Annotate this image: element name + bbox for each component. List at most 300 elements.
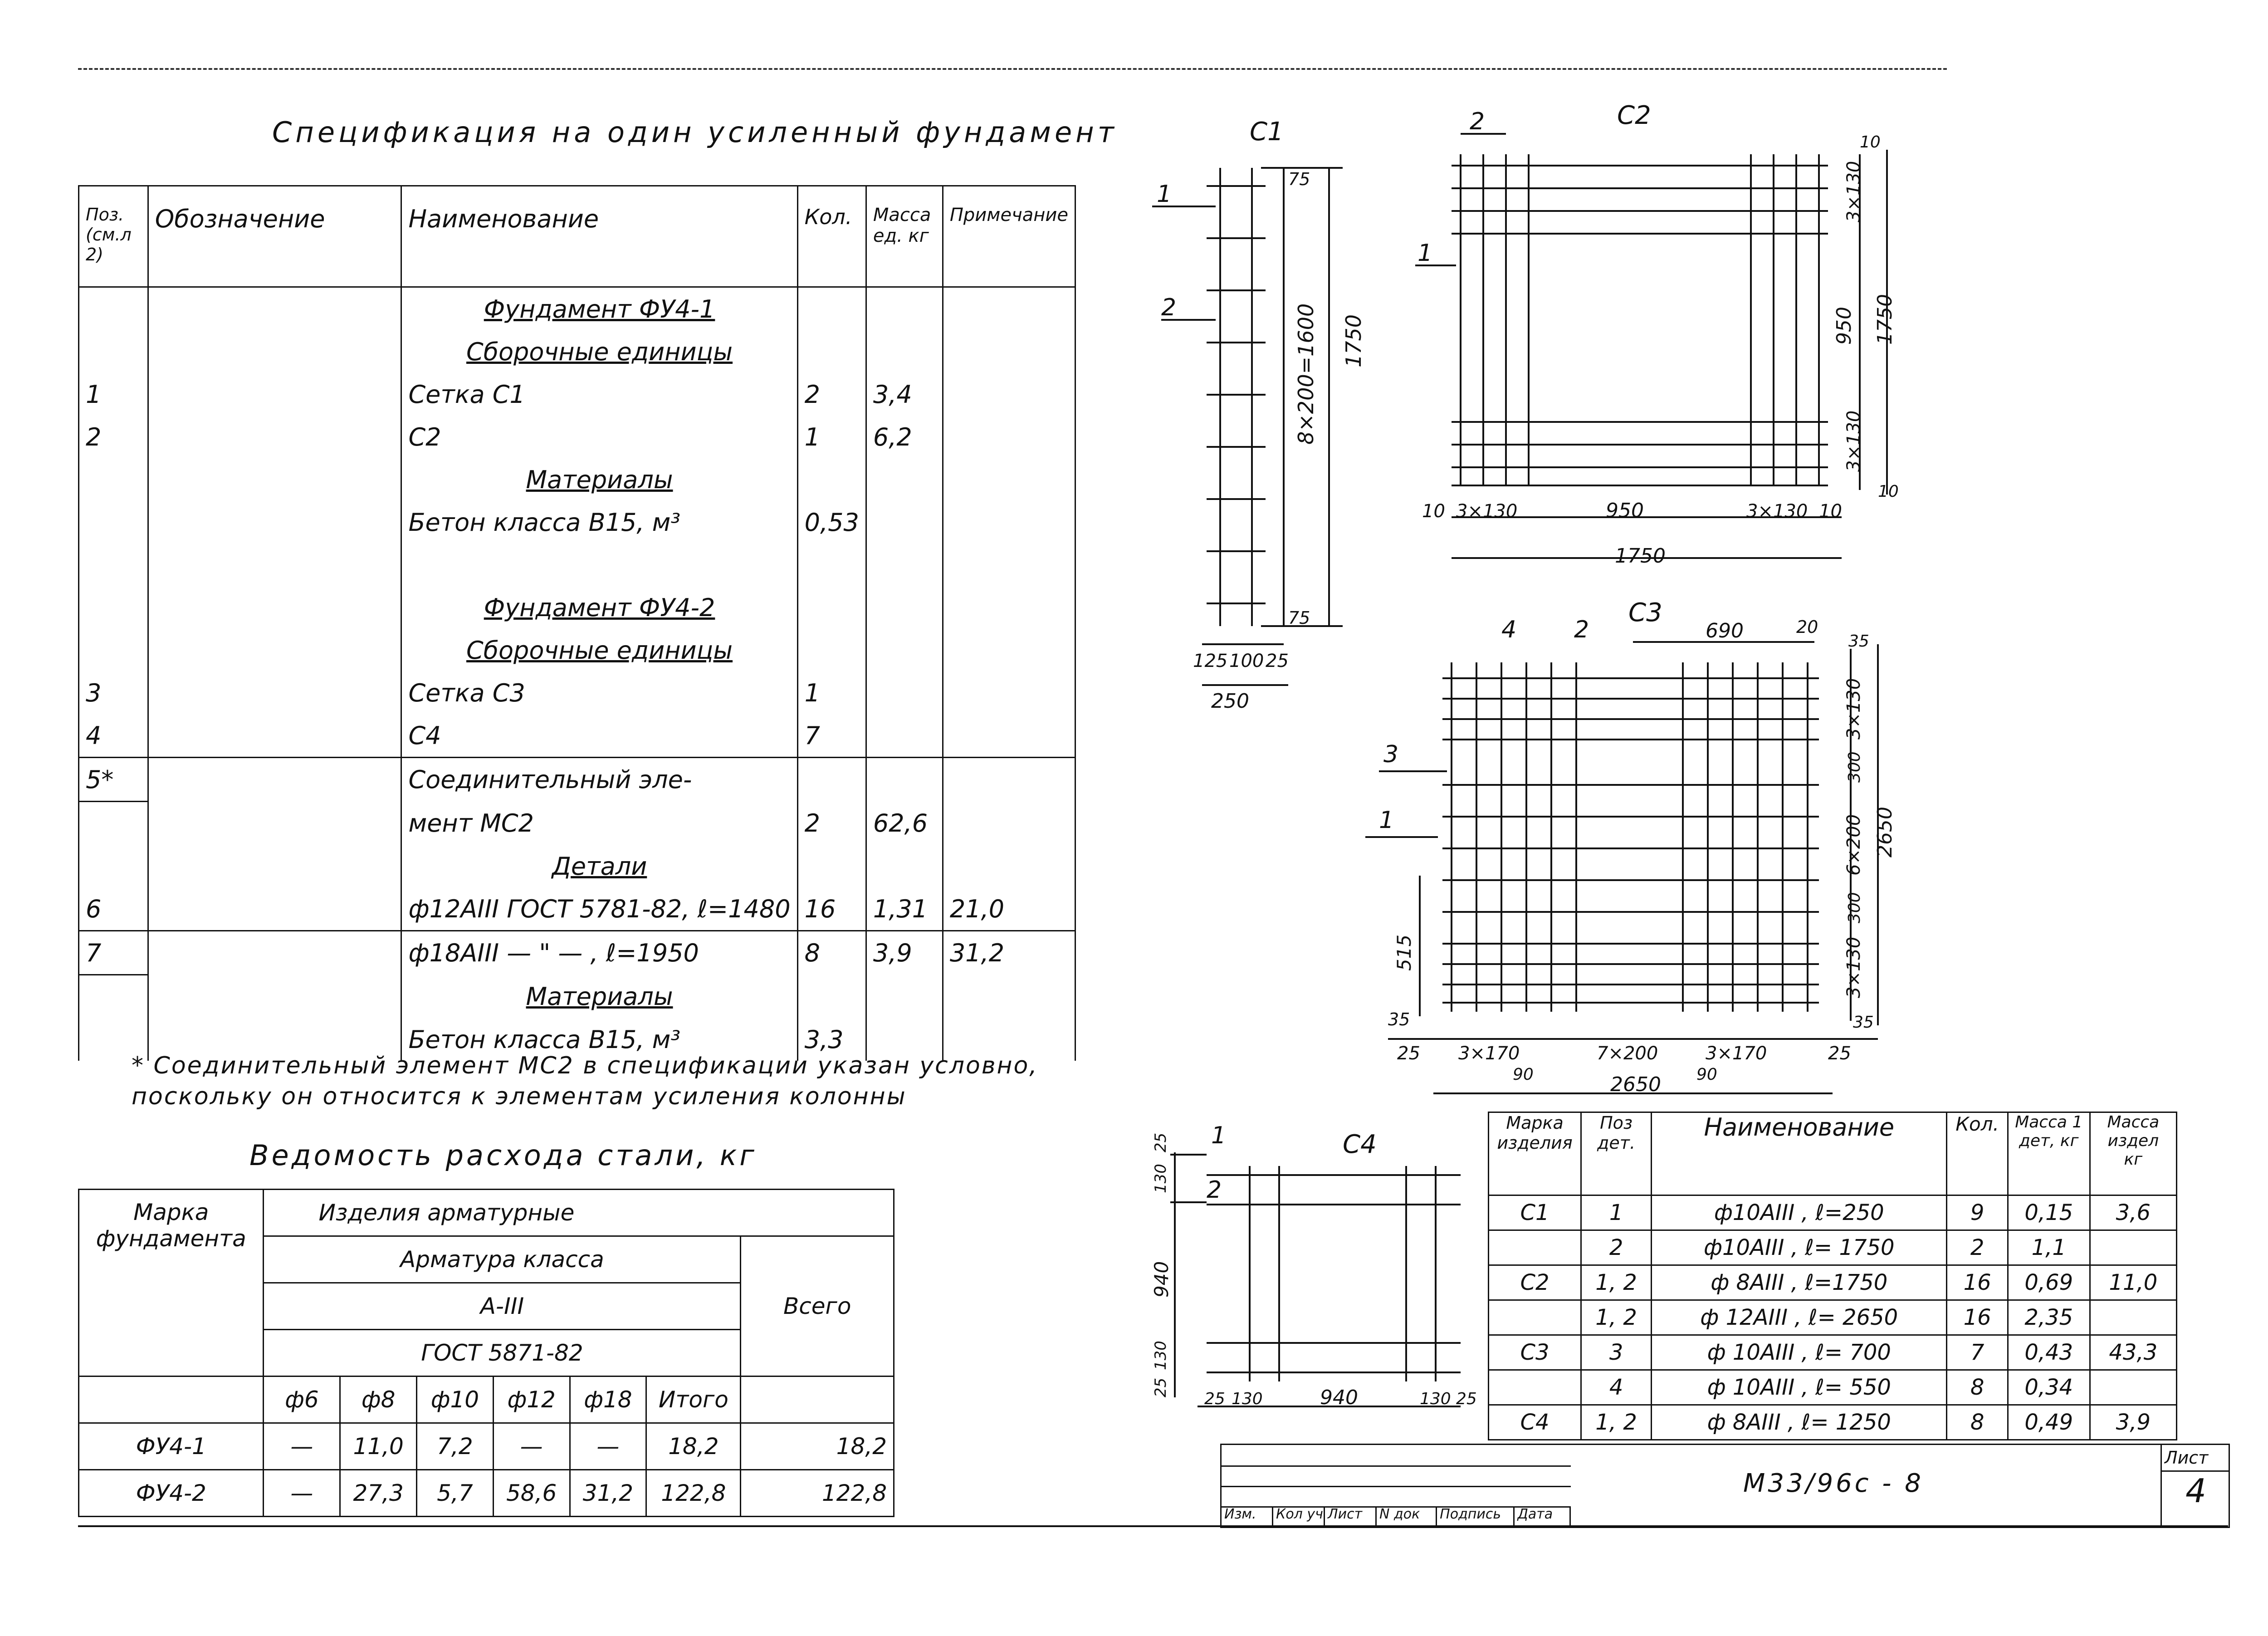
spec-cell-mass: 3,4 — [866, 373, 943, 416]
parts-cell-pos: 1, 2 — [1581, 1300, 1652, 1335]
c1-dim-height: 1750 — [1341, 314, 1366, 367]
spec-header-pos: Поз. (см.л 2) — [79, 186, 148, 287]
c4-dim-25-right: 25 — [1456, 1390, 1477, 1408]
c3-marker-4: 4 — [1501, 616, 1517, 643]
parts-cell-mark — [1489, 1370, 1581, 1405]
parts-cell-pos: 1, 2 — [1581, 1405, 1652, 1440]
parts-cell-mass1: 0,69 — [2008, 1265, 2090, 1300]
c1-dim-pitch: 8×200=1600 — [1294, 303, 1318, 445]
stamp-col-ndok: N док — [1377, 1506, 1437, 1527]
c3-dim-7x200: 7×200 — [1597, 1043, 1658, 1064]
steel-header-aiii: А-III — [264, 1283, 741, 1330]
spec-cell-name: Бетон класса В15, м³ — [401, 501, 797, 544]
spec-cell-designation — [148, 802, 401, 845]
parts-cell-mass2: 3,6 — [2090, 1195, 2176, 1230]
spec-row — [79, 330, 1075, 373]
spec-cell-qty: 8 — [797, 931, 866, 975]
parts-header-row — [1489, 1112, 2177, 1195]
spec-cell-pos — [79, 975, 148, 1019]
spec-cell-qty — [797, 458, 866, 501]
stamp-sheet-box — [2160, 1445, 2230, 1527]
c3-dim-2650-v: 2650 — [1873, 807, 1897, 857]
c3-dim-3x130-bottom: 3×130 — [1843, 936, 1864, 998]
c2-dim-10-left: 10 — [1422, 501, 1445, 522]
c1-dim-top: 75 — [1288, 169, 1310, 189]
spec-cell-qty — [797, 629, 866, 671]
spec-row — [79, 802, 1075, 845]
spec-cell-mass — [866, 975, 943, 1019]
spec-cell-name: Сетка С1 — [401, 373, 797, 416]
spec-cell-name: Сборочные единицы — [401, 629, 797, 671]
steel-row — [79, 1423, 894, 1470]
spec-header-designation: Обозначение — [148, 186, 401, 287]
steel-cell-total: 18,2 — [741, 1423, 894, 1470]
c4-dim-25-left: 25 — [1204, 1390, 1225, 1408]
c2-dim-3x130-top: 3×130 — [1843, 161, 1864, 222]
spec-cell-designation — [148, 845, 401, 887]
spec-cell-qty — [797, 758, 866, 802]
spec-row — [79, 975, 1075, 1019]
parts-cell-qty: 7 — [1947, 1335, 2008, 1370]
spec-table — [78, 185, 1076, 1061]
spec-cell-mass: 6,2 — [866, 416, 943, 458]
spec-cell-note — [943, 671, 1075, 714]
spec-cell-note — [943, 501, 1075, 544]
parts-cell-mass2 — [2090, 1300, 2176, 1335]
parts-row — [1489, 1335, 2177, 1370]
stamp-col-kolvo: Кол уч — [1273, 1506, 1325, 1527]
parts-cell-mass1: 0,43 — [2008, 1335, 2090, 1370]
spec-cell-name: Соединительный эле- — [401, 758, 797, 802]
spec-cell-name: Материалы — [401, 458, 797, 501]
spec-cell-pos — [79, 629, 148, 671]
parts-cell-name: ф 8АIII , ℓ= 1250 — [1652, 1405, 1947, 1440]
parts-row — [1489, 1265, 2177, 1300]
steel-cell-value: 18,2 — [646, 1423, 741, 1470]
spec-cell-note — [943, 802, 1075, 845]
spec-cell-pos: 2 — [79, 416, 148, 458]
spec-cell-pos: 5* — [79, 758, 148, 802]
c3-dim-2650-h: 2650 — [1610, 1073, 1661, 1096]
steel-cell-value: — — [493, 1423, 570, 1470]
spec-title: Спецификация на один усиленный фундамент — [272, 116, 1118, 149]
c3-dim-35-bottom: 35 — [1853, 1013, 1874, 1032]
parts-row — [1489, 1370, 2177, 1405]
spec-cell-name: Детали — [401, 845, 797, 887]
c3-dim-20: 20 — [1796, 617, 1818, 637]
parts-row — [1489, 1300, 2177, 1335]
drawing-c3 — [1361, 603, 1941, 1116]
parts-cell-mass1: 0,49 — [2008, 1405, 2090, 1440]
c4-dim-130-top: 130 — [1152, 1164, 1170, 1193]
parts-cell-name: ф 10АIII , ℓ= 550 — [1652, 1370, 1947, 1405]
steel-cell-value: 7,2 — [417, 1423, 494, 1470]
c3-dim-6x200: 6×200 — [1843, 814, 1864, 876]
spec-header-row — [79, 186, 1075, 287]
parts-cell-mass2 — [2090, 1230, 2176, 1265]
spec-header-note: Примечание — [943, 186, 1075, 287]
c4-marker-2: 2 — [1207, 1176, 1222, 1204]
steel-cell-value: 5,7 — [417, 1470, 494, 1517]
spec-cell-qty: 7 — [797, 714, 866, 758]
spec-cell-name: Материалы — [401, 975, 797, 1019]
parts-cell-qty: 8 — [1947, 1405, 2008, 1440]
spec-cell-mass: 1,31 — [866, 887, 943, 931]
spec-cell-mass — [866, 629, 943, 671]
parts-cell-mark: С2 — [1489, 1265, 1581, 1300]
parts-row — [1489, 1230, 2177, 1265]
spec-cell-name: мент МС2 — [401, 802, 797, 845]
spec-cell-qty: 2 — [797, 802, 866, 845]
spec-cell-pos — [79, 586, 148, 629]
c2-dim-10-top: 10 — [1860, 133, 1881, 152]
steel-diam-cell: ф8 — [340, 1376, 417, 1423]
c2-dim-10-right: 10 — [1878, 482, 1899, 501]
parts-cell-mass2: 43,3 — [2090, 1335, 2176, 1370]
spec-row — [79, 458, 1075, 501]
parts-cell-pos: 1 — [1581, 1195, 1652, 1230]
stamp-code: М33/96с - 8 — [1743, 1469, 1924, 1498]
c1-dim-125: 125 — [1193, 651, 1228, 671]
steel-cell-value: 58,6 — [493, 1470, 570, 1517]
c4-dim-940-h: 940 — [1320, 1386, 1358, 1409]
spec-cell-name: ф18АIII — " — , ℓ=1950 — [401, 931, 797, 975]
spec-cell-note — [943, 416, 1075, 458]
spec-row — [79, 671, 1075, 714]
spec-cell-mass — [866, 586, 943, 629]
drawing-c2 — [1406, 109, 1905, 585]
parts-cell-mass1: 0,15 — [2008, 1195, 2090, 1230]
parts-header-mass2: Масса издел кг — [2090, 1112, 2176, 1195]
c2-marker-1: 1 — [1418, 240, 1433, 267]
c4-dim-25-bottom: 25 — [1152, 1377, 1170, 1397]
parts-cell-mark — [1489, 1300, 1581, 1335]
c2-dim-950-h: 950 — [1606, 499, 1644, 522]
spec-row — [79, 887, 1075, 931]
spec-cell-qty — [797, 330, 866, 373]
spec-cell-pos — [79, 458, 148, 501]
spec-row — [79, 758, 1075, 802]
spec-cell-qty: 1 — [797, 671, 866, 714]
spec-header-mass: Масса ед. кг — [866, 186, 943, 287]
spec-cell-designation — [148, 416, 401, 458]
spec-cell-pos — [79, 802, 148, 845]
parts-row — [1489, 1195, 2177, 1230]
c3-dim-35-left: 35 — [1388, 1009, 1410, 1029]
spec-cell-qty — [797, 287, 866, 331]
spec-cell-note — [943, 330, 1075, 373]
steel-row — [79, 1470, 894, 1517]
parts-cell-qty: 16 — [1947, 1300, 2008, 1335]
spec-row — [79, 373, 1075, 416]
spec-cell-qty: 1 — [797, 416, 866, 458]
c3-dim-90-right: 90 — [1696, 1065, 1717, 1084]
c3-dim-300-top: 300 — [1845, 751, 1864, 783]
stamp-grid — [1222, 1445, 1571, 1527]
stamp-sheet-label: Лист — [2162, 1445, 2230, 1472]
c4-dim-130-right: 130 — [1420, 1390, 1451, 1408]
parts-cell-name: ф 12АIII , ℓ= 2650 — [1652, 1300, 1947, 1335]
spec-cell-qty — [797, 586, 866, 629]
parts-cell-qty: 2 — [1947, 1230, 2008, 1265]
spec-cell-pos: 3 — [79, 671, 148, 714]
spec-cell-designation — [148, 544, 401, 586]
parts-cell-pos: 2 — [1581, 1230, 1652, 1265]
c1-dim-bottom: 75 — [1288, 608, 1310, 628]
spec-cell-mass: 62,6 — [866, 802, 943, 845]
steel-cell-mark: ФУ4-1 — [79, 1423, 264, 1470]
c3-dim-300-bottom: 300 — [1845, 892, 1864, 923]
stamp-sheet-number: 4 — [2185, 1472, 2206, 1510]
spec-cell-mass: 3,9 — [866, 931, 943, 975]
parts-header-mark: Марка изделия — [1489, 1112, 1581, 1195]
steel-cell-value: — — [264, 1423, 340, 1470]
stamp-col-izm: Изм. — [1222, 1506, 1273, 1527]
parts-header-name: Наименование — [1652, 1112, 1947, 1195]
spec-cell-mass — [866, 501, 943, 544]
parts-cell-mark: С3 — [1489, 1335, 1581, 1370]
parts-cell-pos: 4 — [1581, 1370, 1652, 1405]
parts-cell-mark: С4 — [1489, 1405, 1581, 1440]
spec-cell-name: Бетон класса В15, м³ — [401, 1018, 797, 1061]
spec-cell-name: С2 — [401, 416, 797, 458]
spec-row — [79, 544, 1075, 586]
parts-cell-qty: 9 — [1947, 1195, 2008, 1230]
parts-cell-mass1: 1,1 — [2008, 1230, 2090, 1265]
spec-cell-pos: 1 — [79, 373, 148, 416]
spec-cell-pos — [79, 287, 148, 331]
steel-title: Ведомость расхода стали, кг — [249, 1139, 757, 1172]
spec-cell-mass — [866, 330, 943, 373]
spec-cell-designation — [148, 975, 401, 1019]
c3-dim-3x170-left: 3×170 — [1458, 1043, 1520, 1064]
parts-cell-pos: 3 — [1581, 1335, 1652, 1370]
title-block — [1220, 1444, 2230, 1528]
c4-dim-940-v: 940 — [1150, 1261, 1173, 1298]
stamp-col-podpis: Подпись — [1437, 1506, 1515, 1527]
c1-dim-25: 25 — [1266, 651, 1289, 671]
parts-cell-pos: 1, 2 — [1581, 1265, 1652, 1300]
steel-cell-value: 31,2 — [570, 1470, 646, 1517]
spec-cell-qty: 3,3 — [797, 1018, 866, 1061]
spec-cell-note: 21,0 — [943, 887, 1075, 931]
parts-cell-mark — [1489, 1230, 1581, 1265]
steel-diam-blank — [79, 1376, 264, 1423]
c3-dim-515: 515 — [1393, 934, 1415, 971]
spec-cell-note — [943, 845, 1075, 887]
spec-row — [79, 501, 1075, 544]
steel-cell-value: 122,8 — [646, 1470, 741, 1517]
c4-dim-25-top: 25 — [1152, 1132, 1170, 1152]
parts-cell-mass1: 2,35 — [2008, 1300, 2090, 1335]
parts-cell-mass2 — [2090, 1370, 2176, 1405]
spec-row — [79, 714, 1075, 758]
c3-dim-25-left: 25 — [1397, 1043, 1420, 1064]
c3-marker-1: 1 — [1379, 807, 1394, 834]
c2-marker-2: 2 — [1470, 109, 1485, 135]
spec-cell-designation — [148, 586, 401, 629]
stamp-col-list: Лист — [1325, 1506, 1377, 1527]
c2-title: С2 — [1617, 101, 1651, 130]
spec-cell-pos: 4 — [79, 714, 148, 758]
spec-cell-name: Сборочные единицы — [401, 330, 797, 373]
spec-cell-mass — [866, 845, 943, 887]
c3-dim-3x170-right: 3×170 — [1706, 1043, 1767, 1064]
spec-cell-mass — [866, 671, 943, 714]
spec-row — [79, 845, 1075, 887]
c1-title: С1 — [1250, 117, 1284, 147]
parts-cell-mark: С1 — [1489, 1195, 1581, 1230]
steel-diam-cell: ф12 — [493, 1376, 570, 1423]
steel-diam-blank — [741, 1376, 894, 1423]
c2-dim-1750-v: 1750 — [1873, 294, 1897, 345]
spec-cell-designation — [148, 714, 401, 758]
parts-header-qty: Кол. — [1947, 1112, 2008, 1195]
c3-dim-25-right: 25 — [1828, 1043, 1851, 1064]
steel-cell-value: — — [264, 1470, 340, 1517]
spec-cell-designation — [148, 330, 401, 373]
c4-marker-1: 1 — [1211, 1125, 1227, 1149]
spec-row — [79, 931, 1075, 975]
stamp-col-data: Дата — [1515, 1506, 1571, 1527]
c1-dim-250: 250 — [1211, 690, 1249, 713]
spec-cell-note — [943, 975, 1075, 1019]
steel-header-mark: Марка фундамента — [79, 1190, 264, 1376]
spec-cell-note — [943, 373, 1075, 416]
c4-title: С4 — [1343, 1130, 1377, 1159]
spec-cell-designation — [148, 887, 401, 931]
c3-title: С3 — [1628, 598, 1662, 627]
c4-dim-130-bottom: 130 — [1152, 1341, 1170, 1370]
steel-diam-cell: Итого — [646, 1376, 741, 1423]
steel-cell-value: 27,3 — [340, 1470, 417, 1517]
spec-cell-designation — [148, 758, 401, 802]
spec-cell-note: 31,2 — [943, 931, 1075, 975]
spec-cell-designation — [148, 501, 401, 544]
spec-row — [79, 629, 1075, 671]
spec-cell-note — [943, 458, 1075, 501]
spec-cell-note — [943, 758, 1075, 802]
spec-cell-mass — [866, 287, 943, 331]
parts-cell-name: ф 8АIII , ℓ=1750 — [1652, 1265, 1947, 1300]
spec-cell-note — [943, 287, 1075, 331]
parts-cell-name: ф10АIII , ℓ= 1750 — [1652, 1230, 1947, 1265]
parts-table — [1488, 1112, 2177, 1440]
c2-dim-3x130-left: 3×130 — [1456, 501, 1518, 522]
drawing-c1 — [1134, 150, 1388, 749]
spec-cell-designation — [148, 373, 401, 416]
parts-cell-mass2: 3,9 — [2090, 1405, 2176, 1440]
steel-diam-cell: ф6 — [264, 1376, 340, 1423]
c4-dim-130-left: 130 — [1232, 1390, 1263, 1408]
spec-cell-designation — [148, 671, 401, 714]
steel-cell-mark: ФУ4-2 — [79, 1470, 264, 1517]
steel-cell-value: — — [570, 1423, 646, 1470]
spec-cell-note — [943, 629, 1075, 671]
spec-cell-qty: 0,53 — [797, 501, 866, 544]
spec-cell-note — [943, 714, 1075, 758]
parts-header-mass1: Масса 1 дет, кг — [2008, 1112, 2090, 1195]
steel-header-total: Всего — [741, 1236, 894, 1376]
steel-header-products: Изделия арматурные — [264, 1190, 894, 1236]
parts-row — [1489, 1405, 2177, 1440]
steel-cell-value: 11,0 — [340, 1423, 417, 1470]
spec-cell-mass — [866, 758, 943, 802]
spec-cell-mass — [866, 714, 943, 758]
c2-dim-3x130-right: 3×130 — [1746, 501, 1808, 522]
spec-cell-designation — [148, 931, 401, 975]
parts-cell-mass1: 0,34 — [2008, 1370, 2090, 1405]
spec-cell-name: Фундамент ФУ4-2 — [401, 586, 797, 629]
c1-marker-1: 1 — [1157, 181, 1172, 208]
spec-cell-pos — [79, 544, 148, 586]
parts-cell-name: ф 10АIII , ℓ= 700 — [1652, 1335, 1947, 1370]
c3-marker-3: 3 — [1383, 741, 1399, 768]
spec-cell-mass — [866, 544, 943, 586]
spec-row — [79, 586, 1075, 629]
parts-cell-qty: 16 — [1947, 1265, 2008, 1300]
c1-dim-100: 100 — [1229, 651, 1264, 671]
parts-header-pos: Поз дет. — [1581, 1112, 1652, 1195]
c2-dim-10-right-h: 10 — [1819, 501, 1842, 522]
drawing-c4 — [1143, 1125, 1488, 1416]
spec-cell-qty — [797, 845, 866, 887]
spec-cell-qty: 16 — [797, 887, 866, 931]
spec-cell-pos — [79, 330, 148, 373]
spec-cell-name: Сетка С3 — [401, 671, 797, 714]
spec-cell-qty: 2 — [797, 373, 866, 416]
c1-marker-2: 2 — [1161, 294, 1177, 321]
spec-cell-pos — [79, 501, 148, 544]
spec-cell-designation — [148, 287, 401, 331]
spec-cell-name: С4 — [401, 714, 797, 758]
spec-cell-name — [401, 544, 797, 586]
spec-cell-note — [943, 586, 1075, 629]
spec-header-name: Наименование — [401, 186, 797, 287]
parts-cell-qty: 8 — [1947, 1370, 2008, 1405]
spec-row — [79, 416, 1075, 458]
spec-cell-pos — [79, 845, 148, 887]
spec-cell-qty — [797, 544, 866, 586]
parts-cell-mass2: 11,0 — [2090, 1265, 2176, 1300]
spec-cell-pos: 7 — [79, 931, 148, 975]
steel-diam-cell: ф18 — [570, 1376, 646, 1423]
spec-cell-qty — [797, 975, 866, 1019]
c3-marker-2: 2 — [1574, 616, 1589, 643]
spec-cell-name: Фундамент ФУ4-1 — [401, 287, 797, 331]
steel-diam-cell: ф10 — [417, 1376, 494, 1423]
spec-cell-designation — [148, 629, 401, 671]
spec-row — [79, 287, 1075, 331]
spec-header-qty: Кол. — [797, 186, 866, 287]
c2-dim-1750-h: 1750 — [1615, 544, 1666, 568]
steel-header-gost: ГОСТ 5871-82 — [264, 1330, 741, 1376]
steel-header-class: Арматура класса — [264, 1236, 741, 1283]
parts-cell-name: ф10АIII , ℓ=250 — [1652, 1195, 1947, 1230]
spec-cell-mass — [866, 458, 943, 501]
steel-table — [78, 1189, 894, 1517]
footnote: * Соединительный элемент МС2 в спецификации указан условно, поскольку он относится к элементам усиления колонны — [132, 1052, 1038, 1110]
spec-cell-name: ф12АIII ГОСТ 5781-82, ℓ=1480 — [401, 887, 797, 931]
c3-dim-3x130-top: 3×130 — [1843, 678, 1864, 740]
c3-dim-35-top: 35 — [1848, 632, 1869, 651]
spec-cell-designation — [148, 458, 401, 501]
c3-dim-90-left: 90 — [1513, 1065, 1534, 1084]
c2-dim-950-v: 950 — [1833, 307, 1856, 345]
steel-cell-total: 122,8 — [741, 1470, 894, 1517]
spec-cell-note — [943, 544, 1075, 586]
top-border — [78, 68, 1947, 70]
